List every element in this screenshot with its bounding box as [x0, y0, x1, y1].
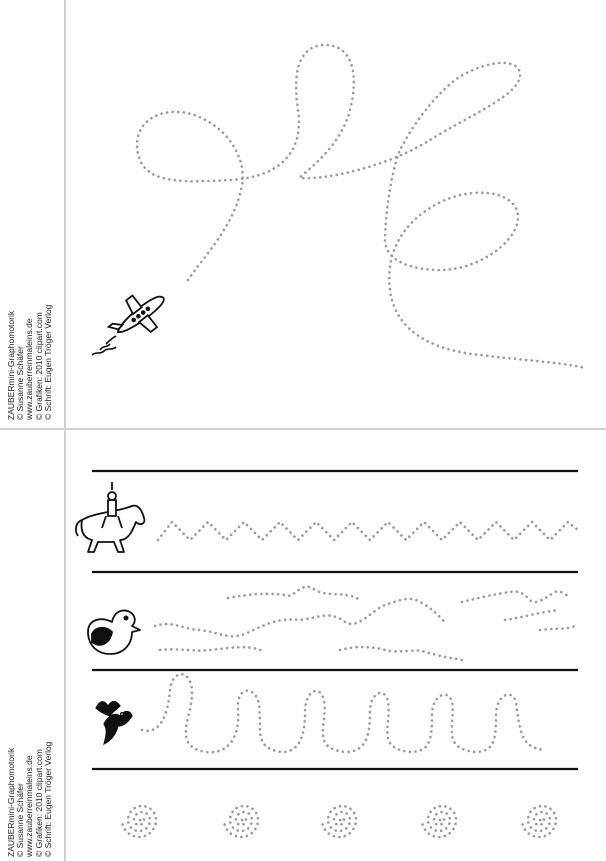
- credit-line: © Schrift: Eugen Tröger Verlog: [42, 304, 53, 420]
- credit-line: ZAUBERmini-Graphomotorik: [6, 747, 16, 857]
- spiral-trace: [224, 806, 258, 837]
- smoke-trail-icon: [92, 336, 116, 355]
- credit-line: www.zauberreinmaleins.de: [24, 318, 35, 420]
- loop-trace-path: [142, 674, 545, 752]
- birds-icon: [96, 702, 132, 745]
- knight-on-horse-icon: [76, 482, 144, 552]
- zigzag-trace-path: [158, 522, 578, 540]
- credit-line: © Grafiken: 2010 clipart.com: [33, 749, 44, 857]
- spiral-trace: [122, 806, 156, 837]
- credit-line: © Schrift: Eugen Tröger Verlog: [42, 741, 53, 857]
- spiral-trace: [522, 806, 556, 837]
- wave-trace-path: [155, 587, 575, 660]
- airplane-icon: [102, 281, 175, 350]
- spiral-row: [122, 806, 556, 837]
- credit-line: www.zauberreinmaleins.de: [24, 755, 35, 857]
- credit-line: © Grafiken: 2010 clipart.com: [33, 312, 44, 420]
- spiral-trace: [322, 806, 356, 837]
- spiral-trace: [422, 806, 456, 837]
- duck-icon: [88, 610, 140, 654]
- credit-line: ZAUBERmini-Graphomotorik: [6, 310, 16, 420]
- credit-line: © Susanne Schäfer: [15, 346, 26, 420]
- credit-line: © Susanne Schäfer: [15, 783, 26, 857]
- airplane-trace-path: [137, 45, 585, 368]
